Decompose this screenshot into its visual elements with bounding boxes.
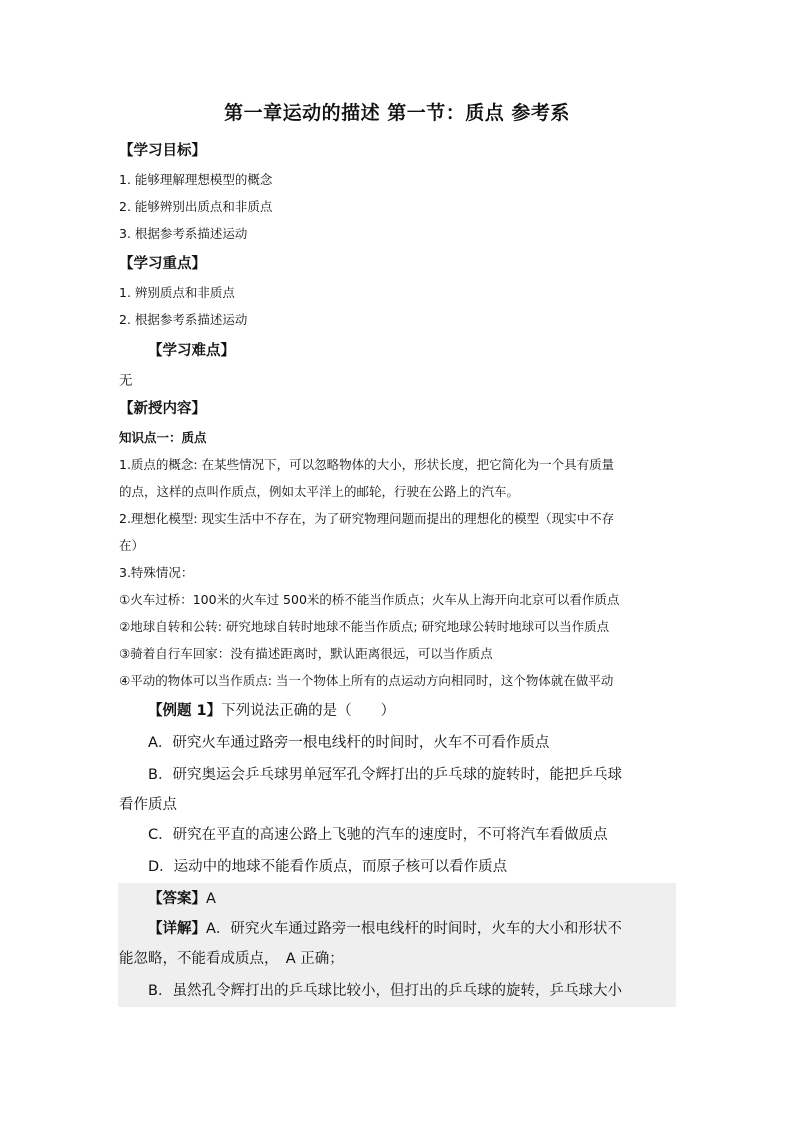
option-a: A．研究火车通过路旁一根电线杆的时间时，火车不可看作质点 [148, 735, 550, 751]
detail-line [148, 917, 622, 938]
case-item: ②地球自转和公转: 研究地球自转时地球不能当作质点; 研究地球公转时地球可以当作质点 [119, 619, 610, 634]
content-heading: 【新授内容】 [119, 401, 206, 417]
case-item: ④平动的物体可以当作质点: 当一个物体上所有的点运动方向相同时，这个物体就在做平动 [119, 673, 614, 688]
case-item: ③骑着自行车回家：没有描述距离时，默认距离很远，可以当作质点 [119, 646, 493, 661]
paragraph-line: 在） [119, 538, 145, 553]
difficulty-text: 无 [119, 373, 133, 389]
knowledge-point-title: 知识点一：质点 [119, 430, 207, 445]
paragraph-line: 1.质点的概念: 在某些情况下，可以忽略物体的大小，形状长度，把它简化为一个具有质量 [119, 457, 615, 472]
answer-label: 【答案】 [148, 891, 206, 907]
difficulty-heading: 【学习难点】 [148, 343, 235, 359]
option-b: B．研究奥运会乒乓球男单冠军孔令辉打出的乒乓球的旋转时，能把乒乓球 [148, 767, 622, 783]
detail-text: A．研究火车通过路旁一根电线杆的时间时，火车的大小和形状不 [206, 921, 622, 937]
paragraph-line: 的点，这样的点叫作质点，例如太平洋上的邮轮，行驶在公路上的汽车。 [119, 484, 520, 499]
detail-label: 【详解】 [148, 921, 206, 937]
keypoint-item: 1. 辨别质点和非质点 [119, 285, 235, 300]
page-title: 第一章运动的描述 第一节：质点 参考系 [224, 102, 570, 124]
detail-line: 能忽略，不能看成质点， A 正确； [119, 951, 344, 967]
option-b-continued: 看作质点 [119, 797, 177, 813]
example-question-text: 下列说法正确的是（ ） [221, 703, 396, 719]
answer-value: A [206, 891, 216, 907]
option-c: C．研究在平直的高速公路上飞驰的汽车的速度时，不可将汽车看做质点 [148, 827, 608, 843]
keypoint-item: 2. 根据参考系描述运动 [119, 312, 248, 327]
paragraph-line: 2.理想化模型: 现实生活中不存在，为了研究物理问题而提出的理想化的模型（现实中不存 [119, 511, 615, 526]
example-question [148, 699, 395, 720]
option-d: D．运动中的地球不能看作质点，而原子核可以看作质点 [148, 859, 508, 875]
goal-item: 1. 能够理解理想模型的概念 [119, 172, 273, 187]
paragraph-line: 3.特殊情况： [119, 565, 194, 580]
answer-line [148, 887, 216, 908]
goal-item: 2. 能够辨别出质点和非质点 [119, 199, 273, 214]
keypoints-heading: 【学习重点】 [119, 256, 206, 272]
goal-item: 3. 根据参考系描述运动 [119, 226, 248, 241]
goals-heading: 【学习目标】 [119, 143, 206, 159]
case-item: ①火车过桥：100米的火车过 500米的桥不能当作质点；火车从上海开向北京可以看作质点 [119, 592, 620, 607]
example-label: 【例题 1】 [148, 703, 222, 719]
detail-line: B．虽然孔令辉打出的乒乓球比较小，但打出的乒乓球的旋转，乒乓球大小 [148, 983, 622, 999]
